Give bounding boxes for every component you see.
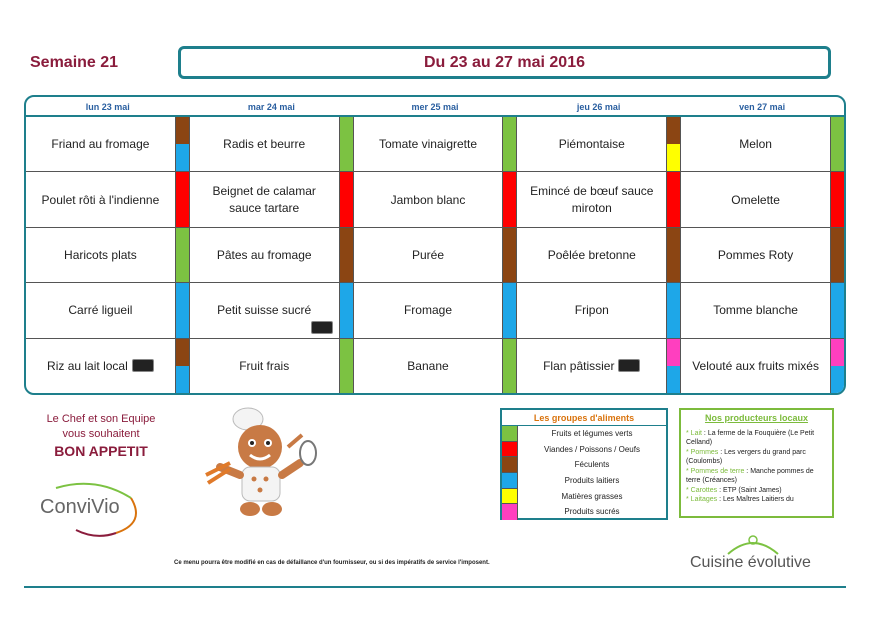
legend-row bbox=[502, 504, 666, 520]
producer-product: Carottes bbox=[690, 486, 718, 494]
food-group-swatch bbox=[831, 117, 844, 171]
chef-line-1: Le Chef et son Equipe bbox=[46, 413, 156, 425]
bullet-icon: * bbox=[686, 496, 691, 504]
convivio-logo bbox=[36, 478, 146, 538]
menu-item-text: Purée bbox=[411, 247, 444, 262]
menu-item-label bbox=[517, 172, 666, 226]
legend-swatch bbox=[502, 426, 518, 442]
food-group-color-bar bbox=[830, 283, 844, 337]
menu-item-text: Poêlée bretonne bbox=[547, 247, 636, 262]
food-group-swatch bbox=[667, 172, 680, 226]
menu-columns bbox=[26, 117, 844, 393]
menu-item-cell bbox=[354, 339, 517, 393]
producer-name: ETP (Saint James) bbox=[722, 486, 782, 494]
menu-item-cell bbox=[190, 228, 353, 283]
food-group-swatch bbox=[667, 339, 680, 366]
food-groups-legend bbox=[500, 408, 668, 520]
food-group-swatch bbox=[176, 117, 189, 144]
menu-item-cell bbox=[190, 283, 353, 338]
food-group-color-bar bbox=[339, 117, 353, 171]
producer-name: La ferme de la Fouquière (Le Petit Celland) bbox=[686, 430, 815, 447]
convivio-logo-text: ConviVio bbox=[40, 496, 120, 518]
menu-item-cell bbox=[354, 228, 517, 283]
producer-name: Les vergers du grand parc (Coulombs) bbox=[686, 448, 806, 466]
menu-item-text: Fripon bbox=[574, 303, 609, 318]
producer-product: Pommes de terre bbox=[690, 467, 745, 475]
food-group-color-bar bbox=[502, 117, 516, 171]
legend-row bbox=[502, 442, 666, 458]
day-header: lun 23 mai bbox=[85, 102, 130, 112]
menu-item-text: Friand au fromage bbox=[51, 137, 150, 152]
day-column bbox=[26, 117, 190, 393]
menu-item-label bbox=[681, 283, 830, 337]
food-group-swatch bbox=[503, 283, 516, 337]
disclaimer-note: Ce menu pourra être modifié en cas de défaillance d'un fournisseur, ou si des impératifs de service l'imposent. bbox=[174, 560, 490, 566]
food-group-swatch bbox=[831, 228, 844, 282]
day-header: mar 24 mai bbox=[247, 102, 295, 112]
food-group-swatch bbox=[176, 283, 189, 337]
legend-swatch bbox=[502, 504, 518, 520]
menu-item-cell bbox=[26, 283, 189, 338]
menu-item-cell bbox=[354, 117, 517, 172]
menu-item-label bbox=[517, 228, 666, 282]
menu-item-text: Fromage bbox=[403, 303, 452, 318]
producers-list bbox=[686, 429, 827, 505]
menu-item-label bbox=[190, 228, 339, 282]
day-header: jeu 26 mai bbox=[576, 102, 621, 112]
food-group-color-bar bbox=[666, 283, 680, 337]
producer-product: Lait bbox=[690, 430, 702, 437]
bullet-icon: * bbox=[686, 486, 691, 494]
menu-item-cell bbox=[26, 339, 189, 393]
menu-item-text: Haricots plats bbox=[64, 247, 137, 262]
cuisine-evolutive-logo bbox=[688, 532, 818, 580]
food-group-color-bar bbox=[175, 228, 189, 282]
food-group-swatch bbox=[831, 283, 844, 337]
menu-item-label bbox=[354, 283, 503, 337]
menu-item-label bbox=[26, 339, 175, 393]
menu-item-cell bbox=[681, 172, 844, 227]
food-group-color-bar bbox=[339, 172, 353, 226]
menu-item-text: Omelette bbox=[731, 192, 780, 207]
food-group-color-bar bbox=[830, 228, 844, 282]
menu-item-text: Radis et beurre bbox=[223, 137, 306, 152]
menu-item-label bbox=[681, 339, 830, 393]
menu-item-cell bbox=[681, 117, 844, 172]
legend-label: Produits sucrés bbox=[564, 507, 620, 517]
food-group-swatch bbox=[340, 117, 353, 171]
separator: : bbox=[744, 467, 751, 475]
food-group-swatch bbox=[503, 339, 516, 393]
menu-item-text: Tomate vinaigrette bbox=[378, 137, 478, 152]
menu-item-text: Melon bbox=[739, 137, 772, 152]
food-group-color-bar bbox=[175, 283, 189, 337]
menu-item-cell bbox=[26, 172, 189, 227]
menu-item-cell bbox=[517, 228, 680, 283]
food-group-color-bar bbox=[666, 172, 680, 226]
legend-row bbox=[502, 457, 666, 473]
label-badge-icon bbox=[618, 359, 640, 372]
menu-item-cell bbox=[190, 117, 353, 172]
menu-item-text: Pâtes au fromage bbox=[216, 247, 312, 262]
separator: : bbox=[718, 448, 725, 456]
menu-item-label bbox=[190, 172, 339, 226]
legend-label: Féculents bbox=[574, 460, 610, 470]
food-group-color-bar bbox=[502, 283, 516, 337]
cuisine-logo-text: Cuisine évolutive bbox=[690, 554, 811, 571]
menu-item-text: Piémontaise bbox=[558, 137, 625, 152]
food-group-swatch bbox=[667, 366, 680, 393]
legend-row bbox=[502, 473, 666, 489]
food-group-color-bar bbox=[175, 172, 189, 226]
food-group-color-bar bbox=[666, 117, 680, 171]
menu-item-cell bbox=[354, 172, 517, 227]
menu-item-text: Beignet de calamar sauce tartare bbox=[212, 184, 316, 215]
food-group-swatch bbox=[176, 228, 189, 282]
food-group-color-bar bbox=[830, 339, 844, 393]
food-group-swatch bbox=[831, 366, 844, 393]
day-column bbox=[354, 117, 518, 393]
food-group-swatch bbox=[340, 228, 353, 282]
producer-entry bbox=[686, 467, 827, 486]
menu-item-cell bbox=[681, 339, 844, 393]
food-group-swatch bbox=[503, 228, 516, 282]
day-column bbox=[681, 117, 844, 393]
food-group-swatch bbox=[176, 144, 189, 171]
food-group-swatch bbox=[503, 172, 516, 226]
food-group-swatch bbox=[667, 228, 680, 282]
menu-item-text: Jambon blanc bbox=[390, 192, 466, 207]
local-producers-box bbox=[679, 408, 834, 518]
menu-item-text: Emincé de bœuf sauce miroton bbox=[530, 184, 654, 215]
chef-message bbox=[36, 412, 166, 461]
legend-rows bbox=[502, 426, 666, 520]
menu-item-label bbox=[354, 228, 503, 282]
chef-mascot-image bbox=[196, 405, 326, 525]
menu-item-cell bbox=[681, 228, 844, 283]
food-group-swatch bbox=[831, 339, 844, 366]
food-group-swatch bbox=[176, 366, 189, 393]
food-group-swatch bbox=[176, 339, 189, 366]
menu-item-label bbox=[354, 117, 503, 171]
date-range-text: Du 23 au 27 mai 2016 bbox=[424, 53, 585, 71]
producers-title: Nos producteurs locaux bbox=[704, 413, 809, 423]
food-group-color-bar bbox=[175, 339, 189, 393]
food-group-color-bar bbox=[830, 172, 844, 226]
bullet-icon: * bbox=[686, 430, 691, 437]
legend-label: Viandes / Poissons / Oeufs bbox=[544, 444, 640, 454]
food-group-swatch bbox=[667, 283, 680, 337]
menu-item-text: Velouté aux fruits mixés bbox=[692, 358, 819, 373]
food-group-color-bar bbox=[502, 228, 516, 282]
producer-name: Les Maîtres Laitiers du bbox=[722, 496, 794, 504]
producer-entry bbox=[686, 429, 827, 448]
week-label: Semaine 21 bbox=[30, 54, 119, 71]
menu-item-label bbox=[681, 117, 830, 171]
producer-entry bbox=[686, 495, 827, 504]
menu-item-label bbox=[190, 339, 339, 393]
food-group-color-bar bbox=[339, 228, 353, 282]
menu-item-label bbox=[26, 117, 175, 171]
food-group-color-bar bbox=[666, 339, 680, 393]
bullet-icon: * bbox=[686, 467, 691, 475]
food-group-swatch bbox=[340, 283, 353, 337]
producer-name: Manche pommes de terre (Créances) bbox=[686, 467, 814, 485]
legend-swatch bbox=[502, 442, 518, 458]
menu-item-cell bbox=[517, 283, 680, 338]
menu-item-text: Tomme blanche bbox=[713, 303, 798, 318]
menu-item-label bbox=[681, 228, 830, 282]
menu-item-label bbox=[26, 283, 175, 337]
menu-item-label bbox=[517, 339, 666, 393]
producer-product: Pommes bbox=[690, 448, 719, 456]
menu-item-label bbox=[517, 117, 666, 171]
food-group-color-bar bbox=[175, 117, 189, 171]
producer-entry bbox=[686, 486, 827, 495]
chef-line-2: vous souhaitent bbox=[62, 427, 140, 440]
menu-item-cell bbox=[517, 339, 680, 393]
food-group-color-bar bbox=[502, 172, 516, 226]
menu-item-label bbox=[26, 228, 175, 282]
menu-item-cell bbox=[517, 117, 680, 172]
producer-entry bbox=[686, 448, 827, 467]
food-group-swatch bbox=[667, 144, 680, 171]
legend-row bbox=[502, 426, 666, 442]
food-group-swatch bbox=[340, 339, 353, 393]
bottom-divider bbox=[24, 586, 846, 588]
legend-swatch bbox=[502, 473, 518, 489]
menu-item-cell bbox=[354, 283, 517, 338]
producer-product: Laitages bbox=[690, 496, 718, 504]
food-group-color-bar bbox=[830, 117, 844, 171]
day-column bbox=[190, 117, 354, 393]
menu-item-cell bbox=[517, 172, 680, 227]
menu-item-label bbox=[354, 172, 503, 226]
menu-item-cell bbox=[26, 117, 189, 172]
menu-item-text: Carré ligueil bbox=[68, 303, 133, 318]
weekly-menu-table bbox=[24, 95, 846, 395]
menu-item-text: Fruit frais bbox=[239, 358, 290, 373]
menu-item-label bbox=[26, 172, 175, 226]
legend-title: Les groupes d'aliments bbox=[502, 410, 666, 426]
separator: : bbox=[717, 496, 723, 504]
date-range-title bbox=[178, 46, 831, 79]
menu-item-cell bbox=[190, 339, 353, 393]
menu-item-label bbox=[517, 283, 666, 337]
food-group-swatch bbox=[176, 172, 189, 226]
menu-item-text: Flan pâtissier bbox=[543, 358, 615, 373]
menu-item-text: Poulet rôti à l'indienne bbox=[41, 192, 160, 207]
menu-item-cell bbox=[190, 172, 353, 227]
menu-item-text: Pommes Roty bbox=[717, 247, 794, 262]
food-group-swatch bbox=[340, 172, 353, 226]
label-badge-icon bbox=[132, 359, 154, 372]
day-column bbox=[517, 117, 681, 393]
menu-item-text: Petit suisse sucré bbox=[217, 303, 312, 318]
bon-appetit: BON APPETIT bbox=[54, 442, 148, 459]
legend-label: Matières grasses bbox=[561, 491, 623, 501]
food-group-color-bar bbox=[339, 339, 353, 393]
menu-item-text: Banane bbox=[407, 358, 449, 373]
legend-swatch bbox=[502, 457, 518, 473]
menu-item-text: Riz au lait local bbox=[47, 358, 128, 373]
legend-swatch bbox=[502, 489, 518, 505]
legend-row bbox=[502, 489, 666, 505]
day-header: mer 25 mai bbox=[411, 102, 459, 112]
menu-item-cell bbox=[26, 228, 189, 283]
separator: : bbox=[717, 486, 723, 494]
label-badge-icon bbox=[311, 321, 333, 334]
legend-label: Fruits et légumes verts bbox=[551, 429, 633, 438]
food-group-swatch bbox=[667, 117, 680, 144]
menu-item-label bbox=[190, 117, 339, 171]
food-group-color-bar bbox=[502, 339, 516, 393]
bullet-icon: * bbox=[686, 448, 691, 456]
day-header-row bbox=[26, 97, 844, 117]
menu-item-label bbox=[681, 172, 830, 226]
food-group-color-bar bbox=[666, 228, 680, 282]
food-group-swatch bbox=[503, 117, 516, 171]
menu-item-cell bbox=[681, 283, 844, 338]
food-group-color-bar bbox=[339, 283, 353, 337]
separator: : bbox=[701, 430, 708, 437]
legend-label: Produits laitiers bbox=[564, 476, 620, 486]
day-header: ven 27 mai bbox=[739, 102, 786, 112]
menu-item-label bbox=[354, 339, 503, 393]
food-group-swatch bbox=[831, 172, 844, 226]
